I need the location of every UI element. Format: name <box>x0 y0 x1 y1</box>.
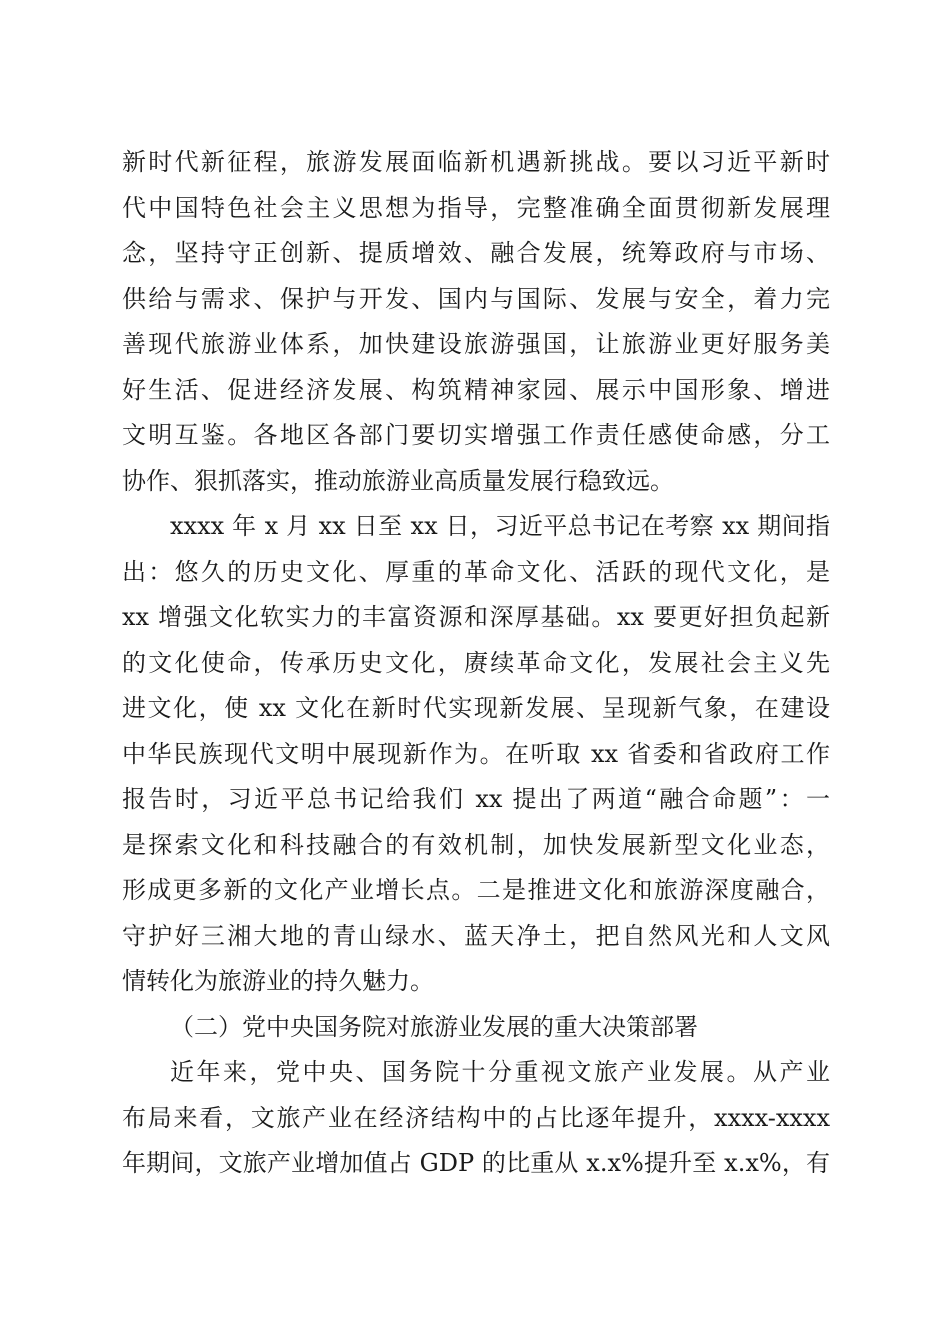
text-line: 形成更多新的文化产业增长点。二是推进文化和旅游深度融合， <box>122 876 830 904</box>
text-line: 善现代旅游业体系，加快建设旅游强国，让旅游业更好服务美 <box>122 330 830 358</box>
section-heading: （二）党中央国务院对旅游业发展的重大决策部署 <box>170 1012 698 1041</box>
text-line: 文明互鉴。各地区各部门要切实增强工作责任感使命感，分工 <box>122 421 830 449</box>
text-line: 代中国特色社会主义思想为指导，完整准确全面贯彻新发展理 <box>122 193 830 222</box>
text-line: 的文化使命，传承历史文化，赓续革命文化，发展社会主义先 <box>122 648 830 677</box>
text-line: 近年来，党中央、国务院十分重视文旅产业发展。从产业 <box>170 1058 830 1086</box>
paragraph-new-era <box>122 140 830 504</box>
text-line: 协作、狠抓落实，推动旅游业高质量发展行稳致远。 <box>122 466 674 495</box>
text-line: 好生活、促进经济发展、构筑精神家园、展示中国形象、增进 <box>122 375 830 404</box>
text-line: 新时代新征程，旅游发展面临新机遇新挑战。要以习近平新时 <box>122 148 830 176</box>
text-line: 布局来看，文旅产业在经济结构中的占比逐年提升，xxxx-xxxx <box>122 1103 830 1132</box>
text-line: 念，坚持守正创新、提质增效、融合发展，统筹政府与市场、 <box>122 239 830 267</box>
text-line: xx 增强文化软实力的丰富资源和深厚基础。xx 要更好担负起新 <box>122 603 830 631</box>
text-line: 出：悠久的历史文化、厚重的革命文化、活跃的现代文化，是 <box>122 557 830 586</box>
document-body <box>122 140 830 1187</box>
paragraph-inspection <box>122 504 830 1005</box>
text-line: 守护好三湘大地的青山绿水、蓝天净土，把自然风光和人文风 <box>122 921 830 950</box>
text-line: 情转化为旅游业的持久魅力。 <box>122 967 434 995</box>
text-line: 供给与需求、保护与开发、国内与国际、发展与安全，着力完 <box>122 284 830 313</box>
text-line: 进文化，使 xx 文化在新时代实现新发展、呈现新气象，在建设 <box>122 694 830 722</box>
paragraph-policy <box>122 1050 830 1187</box>
text-line: 年期间，文旅产业增加值占 GDP 的比重从 x.x%提升至 x.x%，有 <box>122 1149 830 1177</box>
text-line: 是探索文化和科技融合的有效机制，加快发展新型文化业态， <box>122 830 830 859</box>
text-line: 中华民族现代文明中展现新作为。在听取 xx 省委和省政府工作 <box>122 739 830 768</box>
text-line: xxxx 年 x 月 xx 日至 xx 日，习近平总书记在考察 xx 期间指 <box>170 512 830 540</box>
text-line: 报告时，习近平总书记给我们 xx 提出了两道“融合命题”：一 <box>122 785 830 813</box>
